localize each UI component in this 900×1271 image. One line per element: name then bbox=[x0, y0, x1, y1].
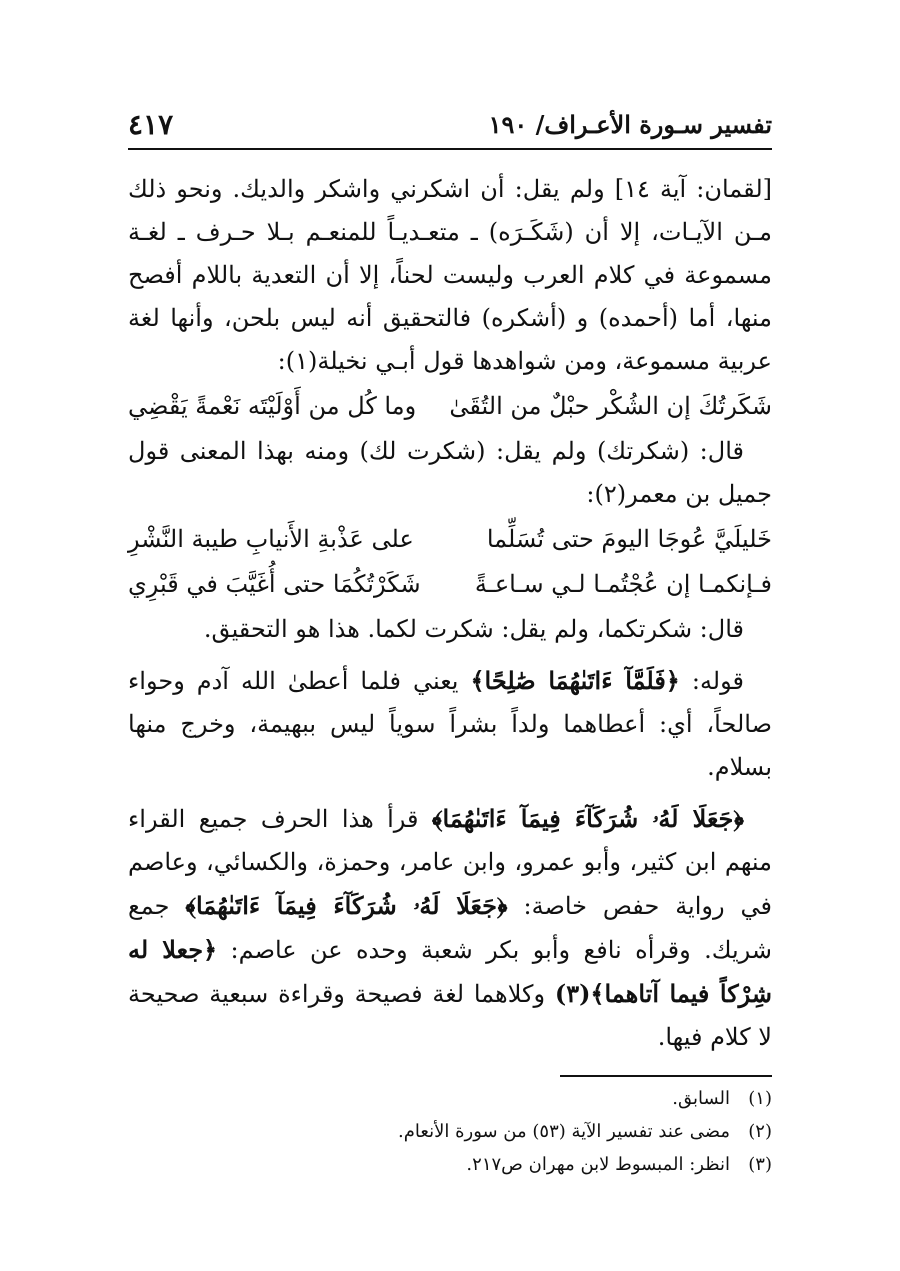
verse-2-first-hemistich: خَليلَيَّ عُوجَا اليومَ حتى تُسَلِّما bbox=[486, 525, 772, 553]
paragraph-2: قال: (شكرتك) ولم يقل: (شكرت لك) ومنه بهذا المعنى قول جميل بن معمر(٢): bbox=[128, 437, 772, 508]
verse-1-second-hemistich: وما كُل من أَوْلَيْتَه نَعْمةً يَقْضِي bbox=[128, 392, 417, 420]
paragraph-4-rest: يعني فلما أعطىٰ الله آدم وحواء صالحاً، أي: أعطاهما ولداً بشراً سوياً ليس ببهيمة، وخرج منها بسلام. bbox=[128, 667, 772, 781]
footnote bbox=[128, 1115, 772, 1148]
footnote-number: (٢) bbox=[748, 1121, 772, 1142]
running-title: تفسير سـورة الأعـراف/ ١٩٠ bbox=[488, 110, 772, 139]
page-body bbox=[128, 168, 772, 1059]
verse-2-second-hemistich: على عَذْبةِ الأَنيابِ طيبة النَّشْرِ bbox=[128, 525, 414, 553]
verse-3-first-hemistich: فـإنكمـا إن عُجْتُمـا لـي سـاعـةً bbox=[474, 570, 772, 598]
verse-3-second-hemistich: شَكَرْتُكُمَا حتى أُغَيَّبَ في قَبْرِي bbox=[128, 570, 421, 598]
footnote-divider bbox=[560, 1075, 772, 1077]
paragraph-4 bbox=[128, 659, 772, 789]
paragraph-1: [لقمان: آية ١٤] ولم يقل: أن اشكرني واشكر والديك. ونحو ذلك مـن الآيـات، إلا أن (شَكَـرَه) ـ متعـديـاً للمنعـم بـلا حـرف ـ لغـة مسموعة في كلام العرب وليست لحناً، إلا أن التعدية باللام أفصح منها، أما (أحمده) و (أشكره) فالتحقيق أنه ليس بلحن، وأنها لغة عربية مسموعة، ومن شواهدها قول أبـي نخيلة(١): bbox=[128, 175, 773, 375]
footnote-text: مضى عند تفسير الآية (٥٣) من سورة الأنعام. bbox=[398, 1121, 730, 1142]
paragraph-5-text-2: جمع شريك. وقرأه نافع وأبو بكر شعبة وحده عن عاصم: bbox=[128, 892, 772, 964]
verse-1 bbox=[128, 385, 772, 428]
quran-quote: ﴿جعلا له شِرْكاً فيما آتاهما﴾(٣) bbox=[128, 935, 772, 1008]
verse-3 bbox=[128, 563, 772, 606]
quran-quote: ﴿جَعَلَا لَهُۥ شُرَكَآءَ فِيمَآ ءَاتَىٰهُمَا﴾ bbox=[431, 804, 744, 833]
quran-quote: ﴿فَلَمَّآ ءَاتَىٰهُمَا صَٰلِحًا﴾ bbox=[470, 666, 680, 695]
paragraph-4-lead: قوله: bbox=[679, 667, 744, 695]
footnote-number: (١) bbox=[748, 1088, 772, 1109]
footnote-text: انظر: المبسوط لابن مهران ص٢١٧. bbox=[466, 1154, 730, 1175]
footnote-text: السابق. bbox=[672, 1088, 730, 1109]
paragraph-5-text-3: وكلاهما لغة فصيحة وقراءة سبعية صحيحة لا كلام فيها. bbox=[128, 980, 772, 1051]
footnote-number: (٣) bbox=[748, 1154, 772, 1175]
footnotes bbox=[128, 1082, 772, 1181]
paragraph-5 bbox=[128, 797, 772, 1059]
page-header bbox=[128, 108, 772, 150]
verse-2 bbox=[128, 518, 772, 561]
paragraph-5-text-1: قرأ هذا الحرف جميع القراء منهم ابن كثير، وأبو عمرو، وابن عامر، وحمزة، والكسائي، وعاصم في رواية حفص خاصة: bbox=[128, 805, 773, 920]
footnote bbox=[128, 1082, 772, 1115]
page-number: ٤١٧ bbox=[128, 108, 174, 141]
quran-quote: ﴿جَعَلَا لَهُۥ شُرَكَآءَ فِيمَآ ءَاتَىٰهُمَا﴾ bbox=[185, 891, 508, 920]
footnote bbox=[128, 1148, 772, 1181]
paragraph-3: قال: شكرتكما، ولم يقل: شكرت لكما. هذا هو التحقيق. bbox=[203, 615, 744, 643]
verse-1-first-hemistich: شَكَرتُكَ إن الشُكْر حبْلٌ من التُقَىٰ bbox=[449, 392, 772, 420]
